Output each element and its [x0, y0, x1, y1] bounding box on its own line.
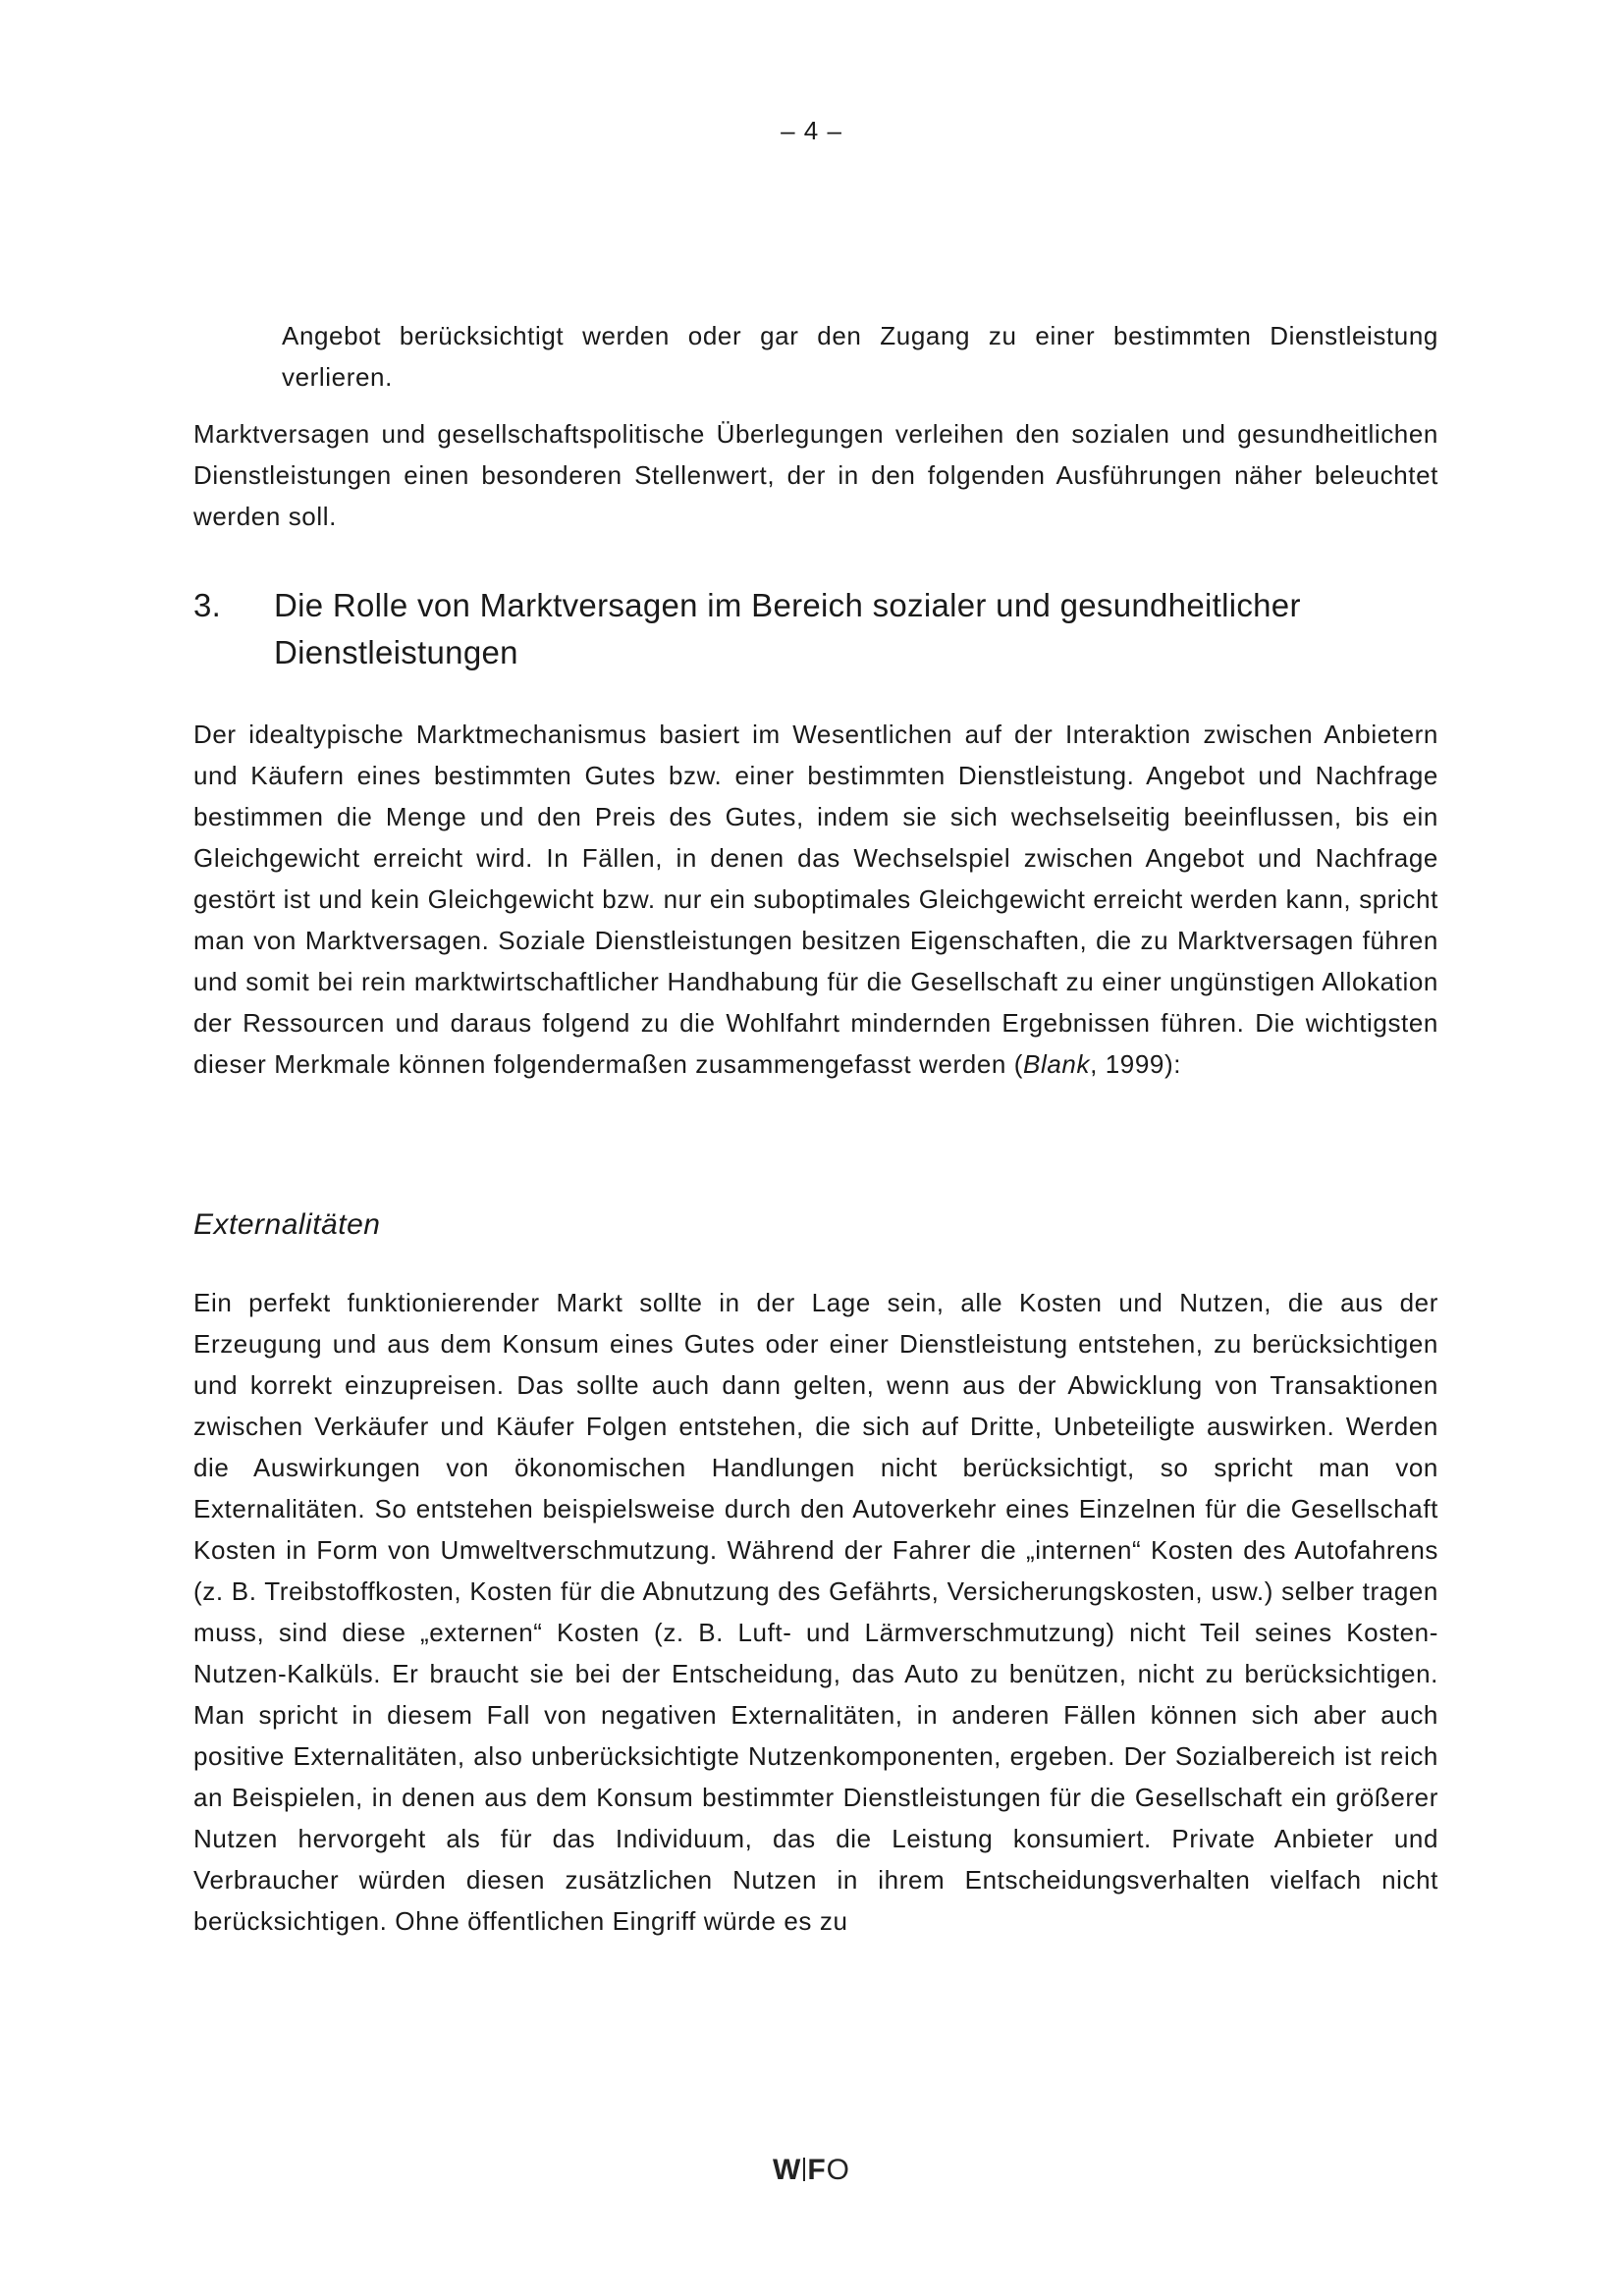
section-heading: [193, 582, 1438, 676]
logo-letter-w: W: [773, 2154, 802, 2186]
section-number: 3.: [193, 587, 222, 623]
intro-paragraph: Marktversagen und gesellschaftspolitische Überlegungen verleihen den sozialen und gesundheitlichen Dienstleistungen einen besonderen Stellenwert, der in den folgenden Ausführungen näher beleuchtet werden soll.: [193, 419, 1438, 531]
continuation-paragraph: Angebot berücksichtigt werden oder gar den Zugang zu einer bestimmten Dienstleistung verlieren.: [282, 321, 1438, 392]
paragraph-text: Der idealtypische Marktmechanismus basiert im Wesentlichen auf der Interaktion zwischen Anbietern und Käufern eines bestimmten Gutes bzw. einer bestimmten Dienstleistung. Angebot und Nachfrage bestimmen die Menge und den Preis des Gutes, indem sie sich wechselseitig beeinflussen, bis ein Gleichgewicht erreicht wird. In Fällen, in denen das Wechselspiel zwischen Angebot und Nachfrage gestört ist und kein Gleichgewicht bzw. nur ein suboptimales Gleichgewicht erreicht werden kann, spricht man von Marktversagen. Soziale Dienstleistungen besitzen Eigenschaften, die zu Marktversagen führen und somit bei rein marktwirtschaftlicher Handhabung für die Gesellschaft zu einer ungünstigen Allokation der Ressourcen und daraus folgend zu die Wohlfahrt mindernden Ergebnissen führen. Die wichtigsten dieser Merkmale können folgendermaßen zusammengefasst werden (: [193, 720, 1438, 1079]
paragraph-externalities: Ein perfekt funktionierender Markt sollte in der Lage sein, alle Kosten und Nutzen, die aus der Erzeugung und aus dem Konsum eines Gutes oder einer Dienstleistung entstehen, zu berücksichtigen und korrekt einzupreisen. Das sollte auch dann gelten, wenn aus der Abwicklung von Transaktionen zwischen Verkäufer und Käufer Folgen entstehen, die sich auf Dritte, Unbeteiligte auswirken. Werden die Auswirkungen von ökonomischen Handlungen nicht berücksichtigt, so spricht man von Externalitäten. So entstehen beispielsweise durch den Autoverkehr eines Einzelnen für die Gesellschaft Kosten in Form von Umweltverschmutzung. Während der Fahrer die „internen“ Kosten des Autofahrens (z. B. Treibstoffkosten, Kosten für die Abnutzung des Gefährts, Versicherungskosten, usw.) selber tragen muss, sind diese „externen“ Kosten (z. B. Luft- und Lärmverschmutzung) nicht Teil seines Kosten-Nutzen-Kalküls. Er braucht sie bei der Entscheidung, das Auto zu benützen, nicht zu berücksichtigen. Man spricht in diesem Fall von negativen Externalitäten, in anderen Fällen können sich aber auch positive Externalitäten, also unberücksichtigte Nutzenkomponenten, ergeben. Der Sozialbereich ist reich an Beispielen, in denen aus dem Konsum bestimmter Dienstleistungen für die Gesellschaft ein größerer Nutzen hervorgeht als für das Individuum, das die Leistung konsumiert. Private Anbieter und Verbraucher würden diesen zusätzlichen Nutzen in ihrem Entscheidungsverhalten vielfach nicht berücksichtigen. Ohne öffentlichen Eingriff würde es zu: [193, 1288, 1438, 1936]
logo-letter-o: O: [826, 2154, 850, 2186]
wifo-logo: [0, 2154, 1623, 2187]
logo-letter-f: F: [807, 2154, 827, 2186]
page-number: – 4 –: [781, 116, 842, 145]
paragraph-market-mechanism: [193, 714, 1438, 1085]
subsection-title: Externalitäten: [193, 1208, 381, 1241]
citation-author: Blank: [1023, 1049, 1091, 1079]
citation-year: , 1999):: [1090, 1049, 1182, 1079]
section-title: Die Rolle von Marktversagen im Bereich sozialer und gesundheitlicher Dienstleistungen: [274, 587, 1301, 670]
logo-separator: [803, 2158, 805, 2181]
